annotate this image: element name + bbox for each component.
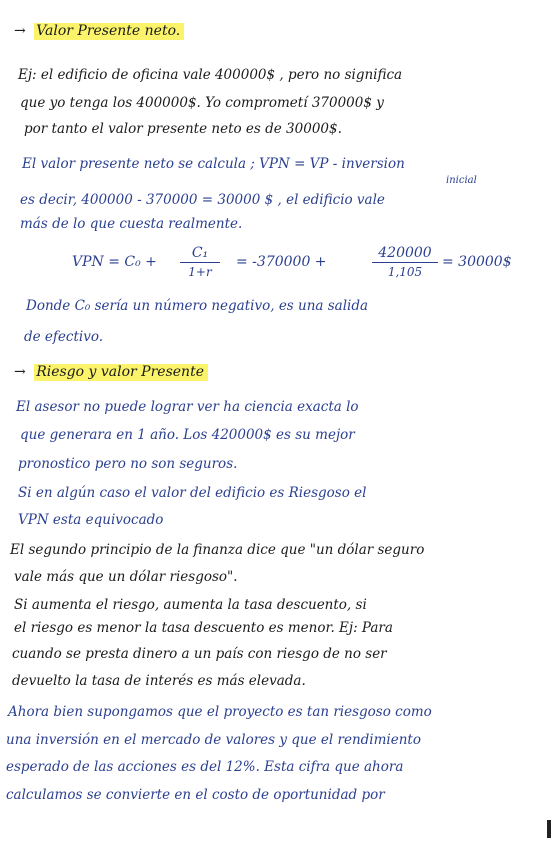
text-line: por tanto el valor presente neto es de 30000$. [24,121,342,137]
text-line: Ahora bien supongamos que el proyecto es tan riesgoso como [8,704,432,720]
text-line: esperado de las acciones es del 12%. Esta cifra que ahora [6,759,404,775]
arrow-icon: → [14,23,26,39]
text-line: pronostico pero no son seguros. [18,456,238,472]
section-title: Valor Presente neto. [34,23,184,40]
fraction-420000 [372,244,438,281]
text-line: una inversión en el mercado de valores y que el rendimiento [6,732,421,748]
section-heading-riesgo [14,363,208,381]
fraction-c1 [180,244,220,281]
text-line: Si aumenta el riesgo, aumenta la tasa descuento, si [14,597,367,613]
text-line: El segundo principio de la finanza dice que "un dólar seguro [10,542,425,558]
text-line: vale más que un dólar riesgoso". [14,569,238,585]
section-heading-valor-presente [14,22,184,40]
fraction-denominator: 1+r [188,265,212,279]
text-line: calculamos se convierte en el costo de oportunidad por [6,787,385,803]
formula-result: = 30000$ [442,254,512,270]
text-line: devuelto la tasa de interés es más elevada. [12,673,306,689]
formula-lhs: VPN = C₀ + [72,254,157,270]
fraction-numerator: C₁ [180,244,220,263]
text-line: VPN esta equivocado [18,512,164,528]
text-line: Donde C₀ sería un número negativo, es una salida [26,298,369,314]
section-title: Riesgo y valor Presente [34,364,208,381]
text-line: El asesor no puede lograr ver ha ciencia exacta lo [16,399,359,415]
text-line: Ej: el edificio de oficina vale 400000$ , pero no significa [18,67,403,83]
page-edge-mark [547,820,551,838]
text-line: El valor presente neto se calcula ; VPN = VP - inversion [22,156,405,172]
text-line: que yo tenga los 400000$. Yo comprometí 370000$ y [20,95,384,111]
formula-eq: = -370000 + [236,254,327,270]
text-line: que generara en 1 año. Los 420000$ es su mejor [20,427,355,443]
text-line-sub: inicial [446,175,477,186]
text-line: el riesgo es menor la tasa descuento es menor. Ej: Para [14,620,393,636]
fraction-numerator: 420000 [372,244,438,263]
fraction-denominator: 1,105 [387,265,423,279]
text-line: cuando se presta dinero a un país con riesgo de no ser [12,646,387,662]
arrow-icon: → [14,364,26,380]
text-line: es decir, 400000 - 370000 = 30000 $ , el edificio vale [20,192,385,208]
text-line: de efectivo. [24,329,104,345]
text-line: más de lo que cuesta realmente. [20,216,243,232]
text-line: Si en algún caso el valor del edificio es Riesgoso el [18,485,367,501]
